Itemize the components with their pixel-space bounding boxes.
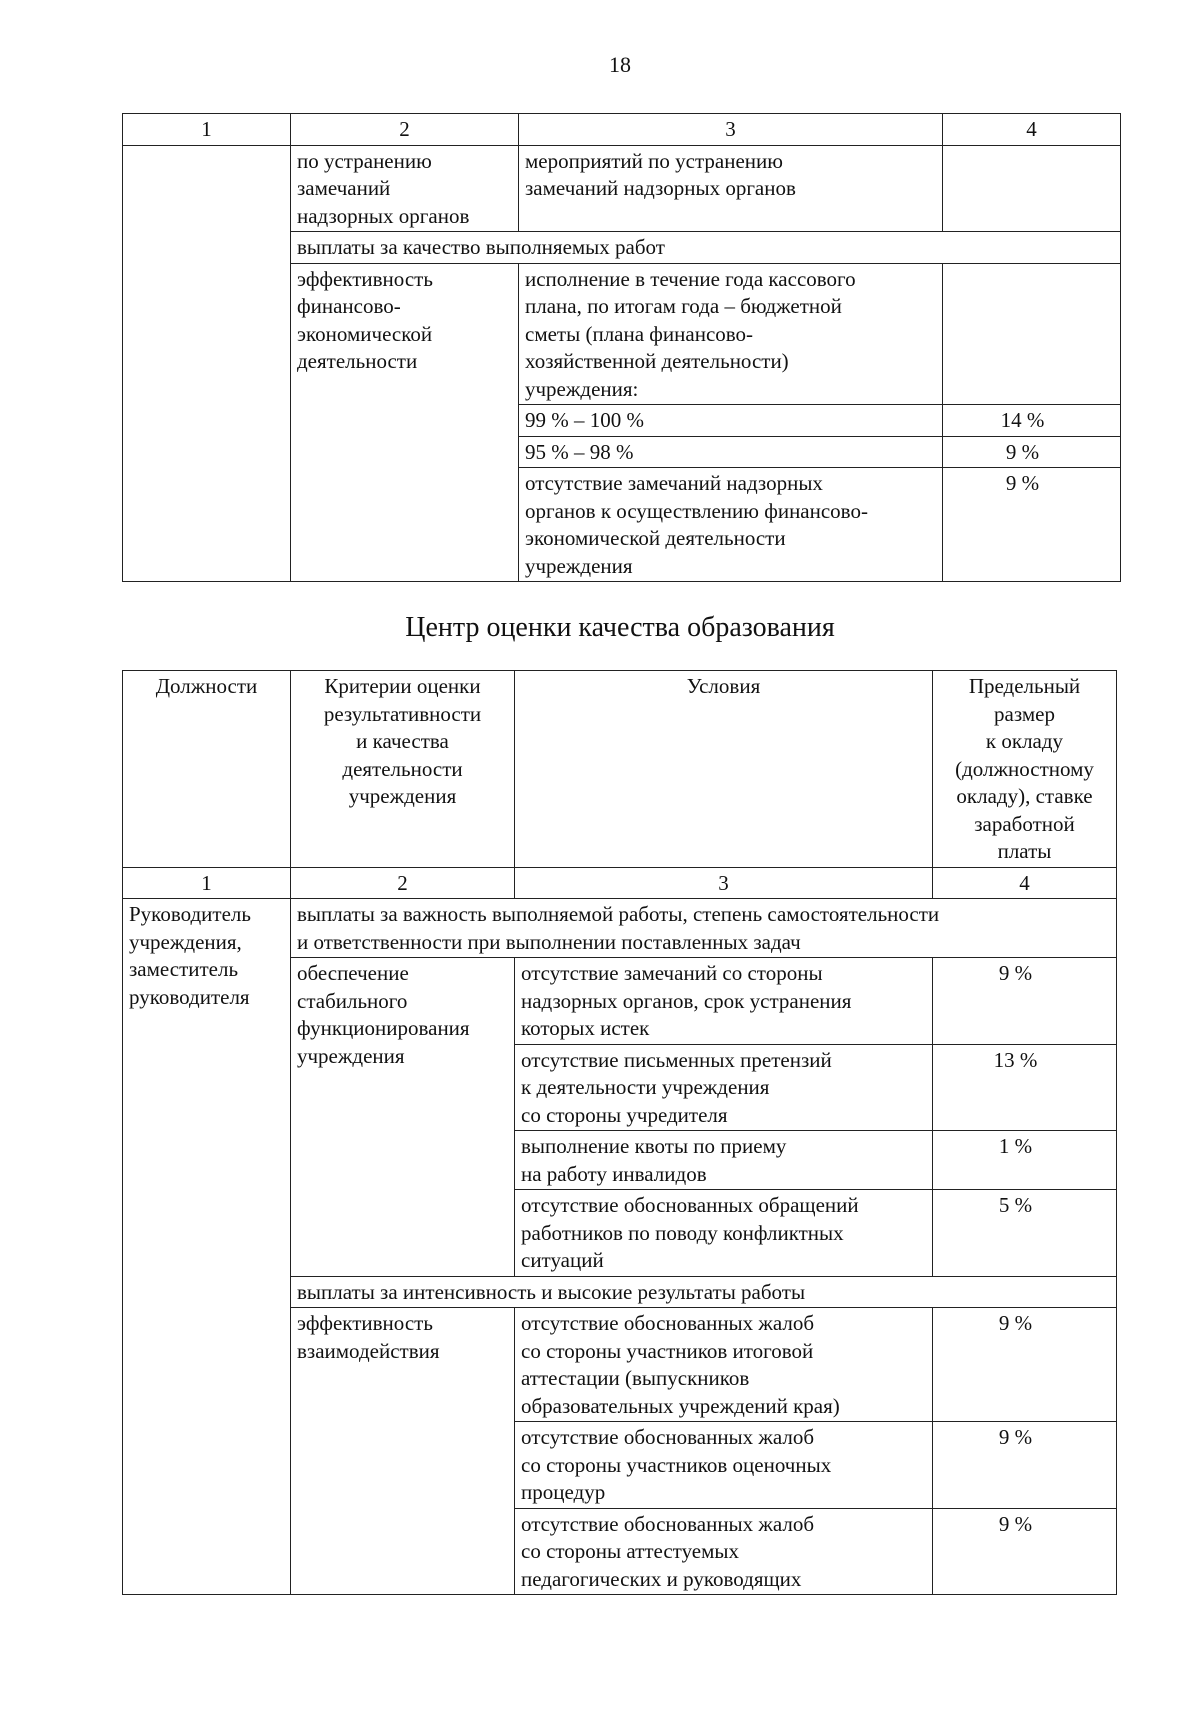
- condition-cell: отсутствие обоснованных жалоб со стороны участников оценочных процедур: [515, 1422, 933, 1509]
- column-number: 4: [933, 867, 1117, 899]
- value-cell: 5 %: [933, 1190, 1117, 1277]
- table-row: [123, 145, 1121, 232]
- header-positions: Должности: [123, 671, 291, 868]
- header-conditions: Условия: [515, 671, 933, 868]
- value-cell: 14 %: [943, 405, 1121, 437]
- condition-cell: отсутствие обоснованных жалоб со стороны участников итоговой аттестации (выпускников образовательных учреждений края): [515, 1308, 933, 1422]
- value-cell: 9 %: [933, 1308, 1117, 1422]
- column-number: 4: [943, 114, 1121, 146]
- condition-cell: отсутствие замечаний надзорных органов к осуществлению финансово- экономической деятельности учреждения: [519, 468, 943, 582]
- table-header-row: [123, 114, 1121, 146]
- criterion-cell: по устранению замечаний надзорных органов: [291, 145, 519, 232]
- criterion-cell: эффективность взаимодействия: [291, 1308, 515, 1595]
- condition-cell: отсутствие письменных претензий к деятельности учреждения со стороны учредителя: [515, 1044, 933, 1131]
- condition-cell: выполнение квоты по приему на работу инвалидов: [515, 1131, 933, 1190]
- condition-cell: отсутствие обоснованных жалоб со стороны аттестуемых педагогических и руководящих: [515, 1508, 933, 1595]
- column-number: 1: [123, 114, 291, 146]
- quality-center-table: [122, 670, 1117, 1595]
- section-heading: выплаты за важность выполняемой работы, степень самостоятельности и ответственности при выполнении поставленных задач: [291, 899, 1117, 958]
- value-cell: [943, 145, 1121, 232]
- column-number: 3: [515, 867, 933, 899]
- column-number: 3: [519, 114, 943, 146]
- table-head-row: [123, 671, 1117, 868]
- value-cell: 13 %: [933, 1044, 1117, 1131]
- header-max-size: Предельный размер к окладу (должностному окладу), ставке заработной платы: [933, 671, 1117, 868]
- criterion-cell: эффективность финансово- экономической деятельности: [291, 263, 519, 582]
- value-cell: 9 %: [933, 958, 1117, 1045]
- condition-cell: отсутствие обоснованных обращений работников по поводу конфликтных ситуаций: [515, 1190, 933, 1277]
- position-cell: Руководитель учреждения, заместитель руководителя: [123, 899, 291, 1595]
- condition-cell: отсутствие замечаний со стороны надзорных органов, срок устранения которых истек: [515, 958, 933, 1045]
- value-cell: 9 %: [933, 1508, 1117, 1595]
- section-row: [123, 899, 1117, 958]
- condition-cell: исполнение в течение года кассового плана, по итогам года – бюджетной сметы (плана финансово- хозяйственной деятельности) учреждения:: [519, 263, 943, 405]
- position-cell: [123, 145, 291, 582]
- value-cell: [943, 263, 1121, 405]
- value-cell: 9 %: [943, 436, 1121, 468]
- header-criteria: Критерии оценки результативности и качества деятельности учреждения: [291, 671, 515, 868]
- section-heading: выплаты за интенсивность и высокие результаты работы: [291, 1276, 1117, 1308]
- page-number: 18: [609, 52, 631, 77]
- section-title: Центр оценки качества образования: [405, 612, 835, 643]
- value-cell: 9 %: [943, 468, 1121, 582]
- value-cell: 9 %: [933, 1422, 1117, 1509]
- condition-cell: мероприятий по устранению замечаний надзорных органов: [519, 145, 943, 232]
- condition-cell: 99 % – 100 %: [519, 405, 943, 437]
- column-number: 2: [291, 114, 519, 146]
- column-numbers-row: [123, 867, 1117, 899]
- condition-cell: 95 % – 98 %: [519, 436, 943, 468]
- column-number: 1: [123, 867, 291, 899]
- criterion-cell: обеспечение стабильного функционирования учреждения: [291, 958, 515, 1277]
- value-cell: 1 %: [933, 1131, 1117, 1190]
- continuation-table: [122, 113, 1121, 582]
- column-number: 2: [291, 867, 515, 899]
- section-heading: выплаты за качество выполняемых работ: [291, 232, 1121, 264]
